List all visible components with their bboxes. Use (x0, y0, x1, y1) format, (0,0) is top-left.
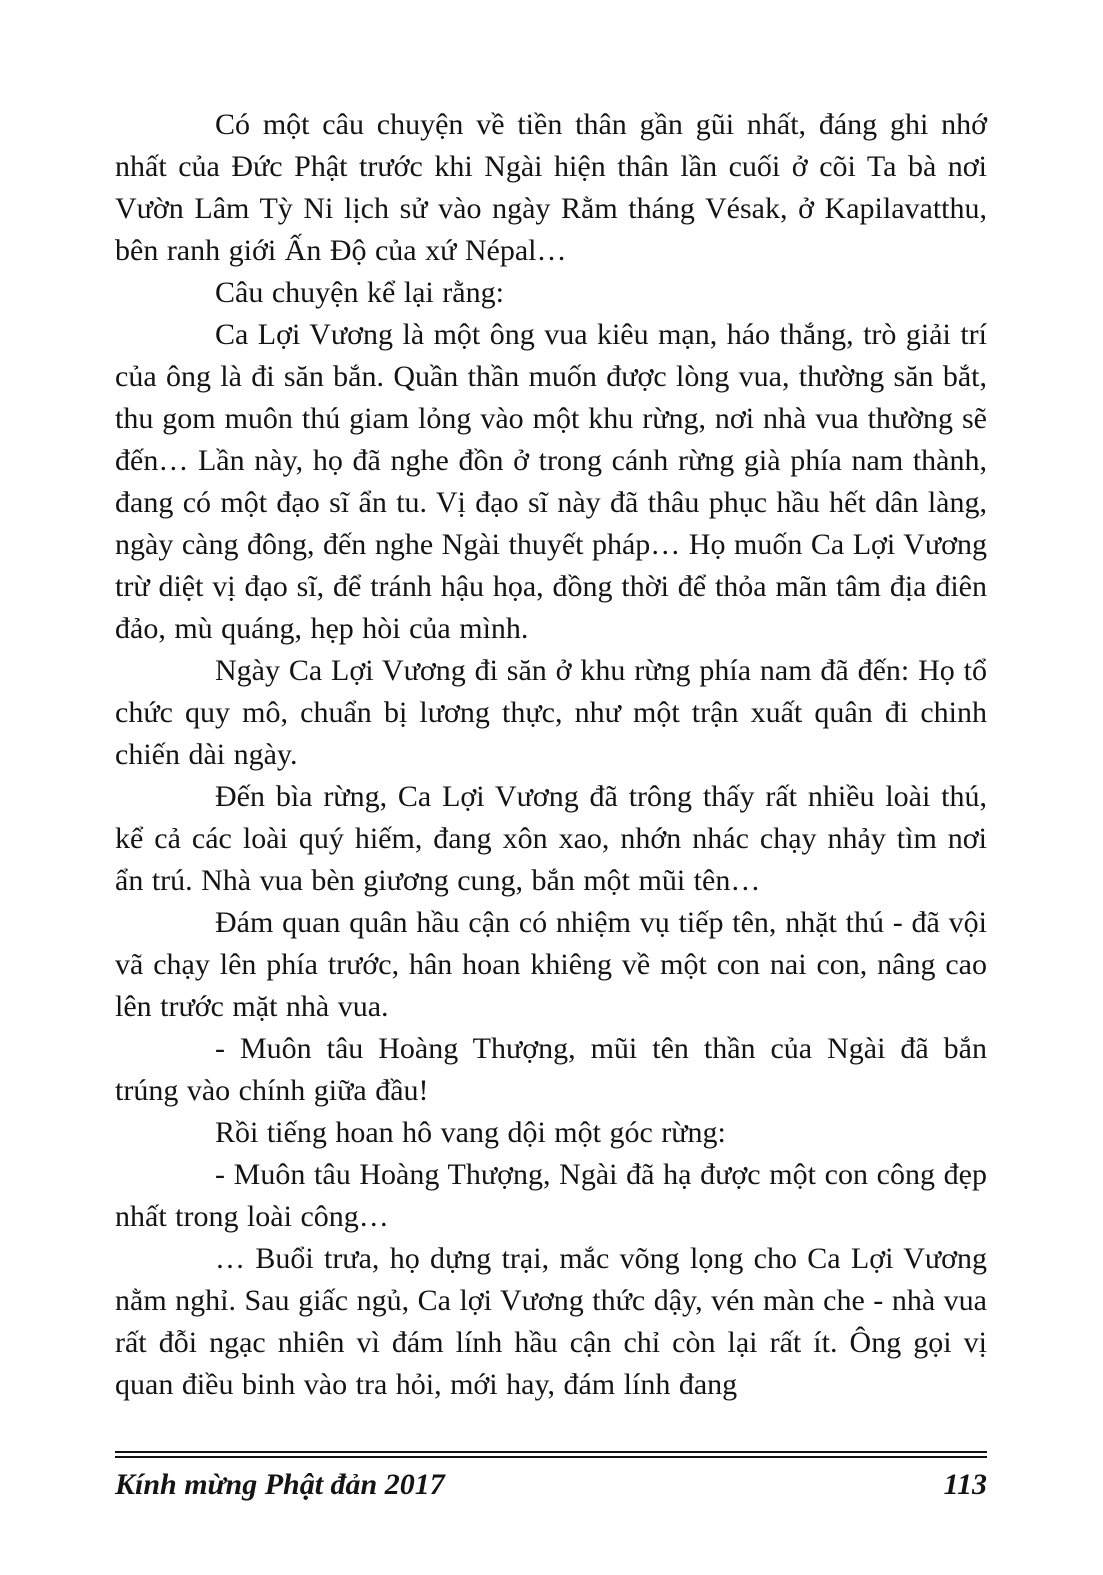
paragraph: Rồi tiếng hoan hô vang dội một góc rừng: (215, 1116, 726, 1149)
body-text-block (115, 104, 987, 1406)
paragraph: - Muôn tâu Hoàng Thượng, mũi tên thần của Ngài đã bắn trúng vào chính giữa đầu! (115, 1032, 987, 1107)
page-number: 113 (943, 1468, 987, 1501)
paragraph: Đám quan quân hầu cận có nhiệm vụ tiếp tên, nhặt thú - đã vội vã chạy lên phía trước, hân hoan khiêng về một con nai con, nâng cao lên trước mặt nhà vua. (115, 906, 987, 1023)
footer-title: Kính mừng Phật đản 2017 (115, 1468, 445, 1501)
footer-divider-rule (115, 1451, 987, 1458)
paragraph: Ngày Ca Lợi Vương đi săn ở khu rừng phía nam đã đến: Họ tổ chức quy mô, chuẩn bị lương thực, như một trận xuất quân đi chinh chiến dài ngày. (115, 654, 987, 771)
paragraph: … Buổi trưa, họ dựng trại, mắc võng lọng cho Ca Lợi Vương nằm nghỉ. Sau giấc ngủ, Ca lợi Vương thức dậy, vén màn che - nhà vua rất đỗi ngạc nhiên vì đám lính hầu cận chỉ còn lại rất ít. Ông gọi vị quan điều binh vào tra hỏi, mới hay, đám lính đang (115, 1242, 987, 1401)
paragraph: - Muôn tâu Hoàng Thượng, Ngài đã hạ được một con công đẹp nhất trong loài công… (115, 1158, 987, 1233)
page-footer (115, 1468, 987, 1502)
paragraph: Câu chuyện kể lại rằng: (215, 276, 504, 309)
paragraph: Có một câu chuyện về tiền thân gần gũi nhất, đáng ghi nhớ nhất của Đức Phật trước khi Ngài hiện thân lần cuối ở cõi Ta bà nơi Vườn Lâm Tỳ Ni lịch sử vào ngày Rằm tháng Vésak, ở Kapilavatthu, bên ranh giới Ấn Độ của xứ Népal… (115, 108, 987, 267)
paragraph: Ca Lợi Vương là một ông vua kiêu mạn, háo thắng, trò giải trí của ông là đi săn bắn. Quần thần muốn được lòng vua, thường săn bắt, thu gom muôn thú giam lỏng vào một khu rừng, nơi nhà vua thường sẽ đến… Lần này, họ đã nghe đồn ở trong cánh rừng già phía nam thành, đang có một đạo sĩ ẩn tu. Vị đạo sĩ này đã thâu phục hầu hết dân làng, ngày càng đông, đến nghe Ngài thuyết pháp… Họ muốn Ca Lợi Vương trừ diệt vị đạo sĩ, để tránh hậu họa, đồng thời để thỏa mãn tâm địa điên đảo, mù quáng, hẹp hòi của mình. (115, 318, 987, 645)
paragraph: Đến bìa rừng, Ca Lợi Vương đã trông thấy rất nhiều loài thú, kể cả các loài quý hiếm, đang xôn xao, nhớn nhác chạy nhảy tìm nơi ẩn trú. Nhà vua bèn giương cung, bắn một mũi tên… (115, 780, 987, 897)
